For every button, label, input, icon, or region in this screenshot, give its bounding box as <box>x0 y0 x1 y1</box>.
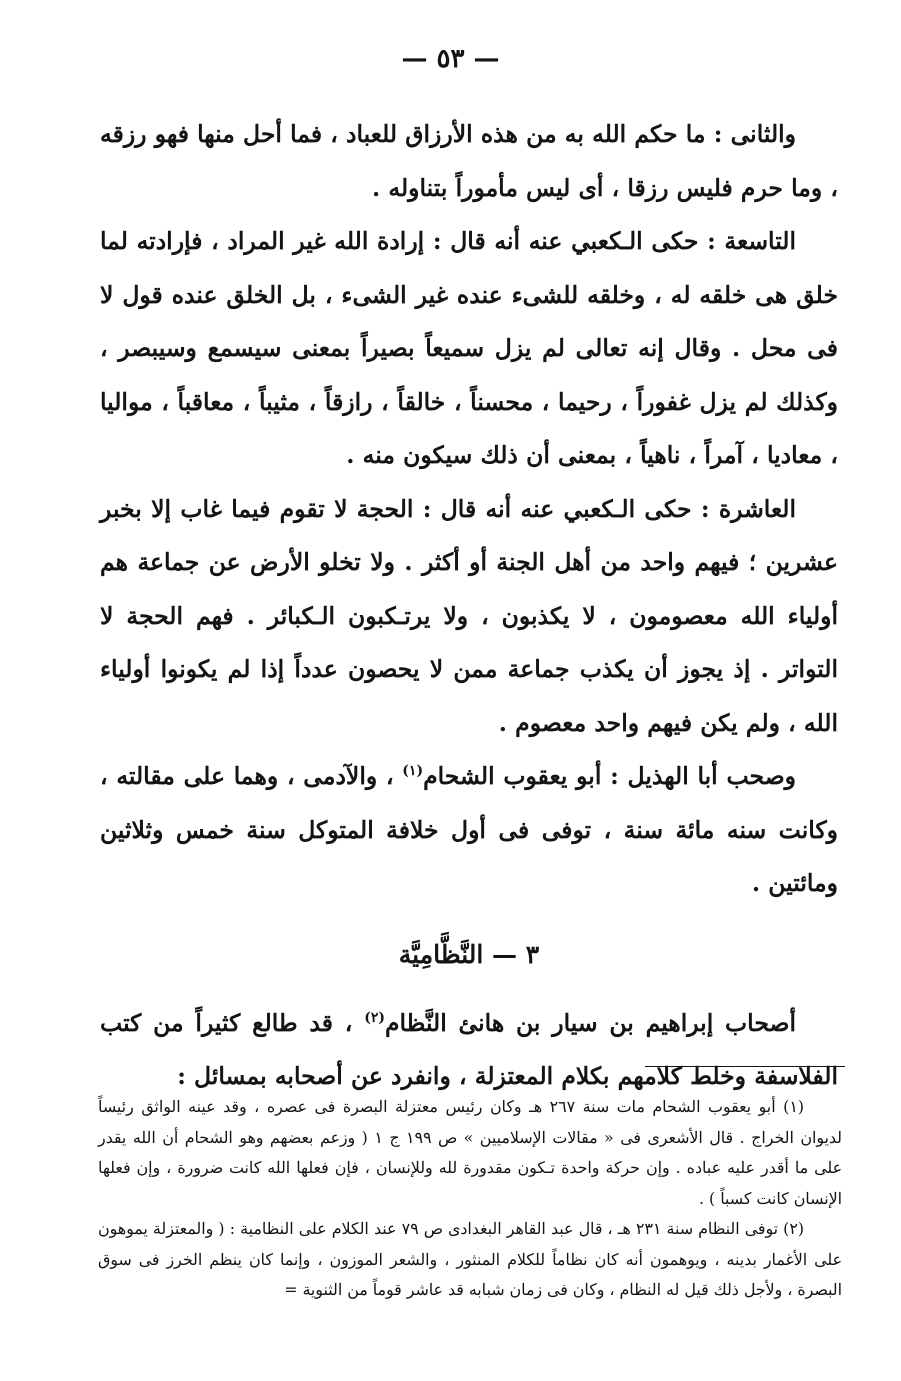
nazzam-text-start: أصحاب إبراهيم بن سيار بن هانئ النَّظام <box>384 1008 796 1037</box>
paragraph-ninth: التاسعة : حكى الـكعبي عنه أنه قال : إرادة الله غير المراد ، فإرادته لما خلق هى خلقه له ، وخلقه للشىء عنده غير الشىء ، بل الخلق عنده قول لا فى محل . وقال إنه تعالى لم يزل سميعاً بصيراً بمعنى سيسمع وسيبصر ، وكذلك لم يزل غفوراً ، رحيما ، محسناً ، خالقاً ، رازقاً ، مثيباً ، معاقباً ، مواليا ، معاديا ، آمراً ، ناهياً ، بمعنى أن ذلك سيكون منه . <box>100 227 838 469</box>
footnote-2: (٢) توفى النظام سنة ٢٣١ هـ ، قال عبد القاهر البغدادى ص ٧٩ عند الكلام على النظامية : ( والمعتزلة يموهون على الأغمار بدينه ، ويوهمون أنه كان نظاماً للكلام المنثور ، والشعر الموزون ، وإنما كان ينظم الخرز فى سوق البصرة ، ولأجل ذلك قيل له النظام ، وكان فى زمان شبابه قد عاشر قوماً من الثنوية = <box>98 1219 842 1299</box>
paragraph-shaham <box>100 750 838 911</box>
footnote-ref-2[interactable]: (٢) <box>364 1009 385 1026</box>
footnote-separator <box>645 1066 845 1067</box>
paragraph-second-sustenance: والثانى : ما حكم الله به من هذه الأرزاق للعباد ، فما أحل منها فهو رزقه ، وما حرم فليس رزقا ، أى ليس مأموراً بتناوله . <box>100 120 838 202</box>
page-number: — ٥٣ — <box>401 44 500 74</box>
section-title-nazzamiyya: ٣ — النَّظَّامِيَّة <box>398 939 540 969</box>
nazzam-text-end: ، قد طالع كثيراً من كتب الفلاسفة وخلط كلامهم بكلام المعتزلة ، وانفرد عن أصحابه بمسائل : <box>100 1008 838 1090</box>
footnote-ref-1[interactable]: (١) <box>402 763 424 780</box>
shaham-text-end: ، والآدمى ، وهما على مقالته ، وكانت سنه مائة سنة ، توفى فى أول خلافة المتوكل سنة خمس وثلاثين ومائتين . <box>100 762 838 897</box>
footnotes <box>98 1092 842 1306</box>
footnote-1: (١) أبو يعقوب الشحام مات سنة ٢٦٧ هـ وكان رئيس معتزلة البصرة فى عصره ، وقد عينه الواثق رئيساً لديوان الخراج . قال الأشعرى فى « مقالات الإسلاميين » ص ١٩٩ ج ١ ( وزعم بعضهم وهو الشحام أن الله يقدر على ما أقدر عليه عباده . وإن حركة واحدة تـكون مقدورة لله وللإنسان ، فإن فعلها الله كانت ضرورة ، وإن فعلها الإنسان كانت كسباً ) . <box>98 1097 842 1208</box>
paragraph-tenth: العاشرة : حكى الـكعبي عنه أنه قال : الحجة لا تقوم فيما غاب إلا بخبر عشرين ؛ فيهم واحد من أهل الجنة أو أكثر . ولا تخلو الأرض عن جماعة هم أولياء الله معصومون ، لا يكذبون ، ولا يرتـكبون الـكبائر . فهم الحجة لا التواتر . إذ يجوز أن يكذب جماعة ممن لا يحصون عدداً إذا لم يكونوا أولياء الله ، ولم يكن فيهم واحد معصوم . <box>100 494 838 737</box>
main-text <box>100 108 838 1104</box>
shaham-text-start: وصحب أبا الهذيل : أبو يعقوب الشحام <box>423 762 796 790</box>
paragraph-nazzam <box>100 997 838 1104</box>
